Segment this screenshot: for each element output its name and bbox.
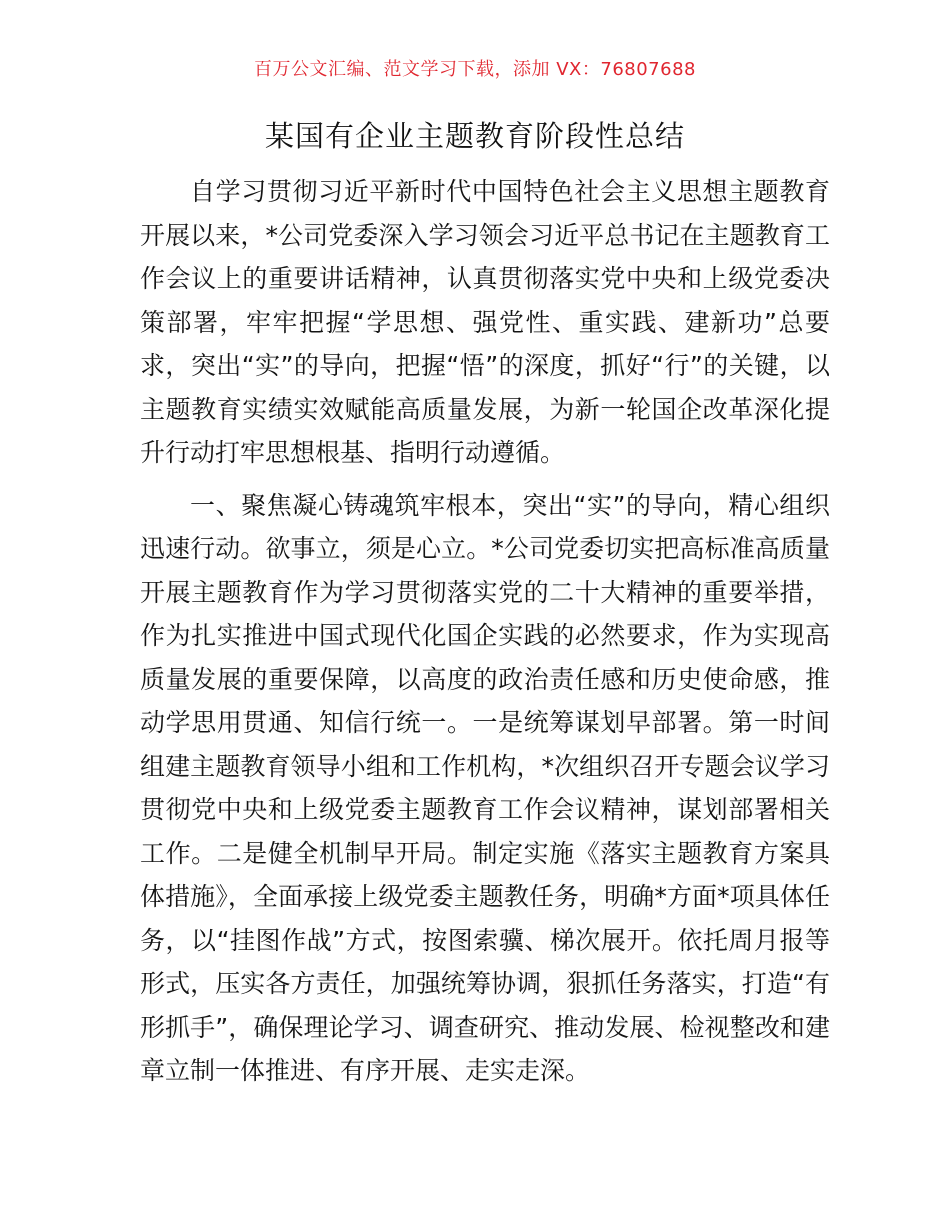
paragraph-section-one: 一、聚焦凝心铸魂筑牢根本，突出“实”的导向，精心组织迅速行动。欲事立，须是心立。*公司党委切实把高标准高质量开展主题教育作为学习贯彻落实党的二十大精神的重要举措，作为扎实推进中国式现代化国企实践的必然要求，作为实现高质量发展的重要保障，以高度的政治责任感和历史使命感，推动学思用贯通、知信行统一。一是统筹谋划早部署。第一时间组建主题教育领导小组和工作机构，*次组织召开专题会议学习贯彻党中央和上级党委主题教育工作会议精神，谋划部署相关工作。二是健全机制早开局。制定实施《落实主题教育方案具体措施》，全面承接上级党委主题教任务，明确*方面*项具体任务，以“挂图作战”方式，按图索骥、梯次展开。依托周月报等形式，压实各方责任，加强统筹协调，狠抓任务落实，打造“有形抓手”，确保理论学习、调查研究、推动发展、检视整改和建章立制一体推进、有序开展、走实走深。	[140, 490, 830, 1085]
paragraph-intro: 自学习贯彻习近平新时代中国特色社会主义思想主题教育开展以来，*公司党委深入学习领会习近平总书记在主题教育工作会议上的重要讲话精神，认真贯彻落实党中央和上级党委决策部署，牢牢把握“学思想、强党性、重实践、建新功”总要求，突出“实”的导向，把握“悟”的深度，抓好“行”的关键，以主题教育实绩实效赋能高质量发展，为新一轮国企改革深化提升行动打牢思想根基、指明行动遵循。	[140, 177, 830, 467]
document-title: 某国有企业主题教育阶段性总结	[264, 119, 685, 153]
document-body	[140, 170, 830, 1093]
download-contact-note: 百万公文汇编、范文学习下载，添加 VX：76807688	[254, 59, 696, 80]
